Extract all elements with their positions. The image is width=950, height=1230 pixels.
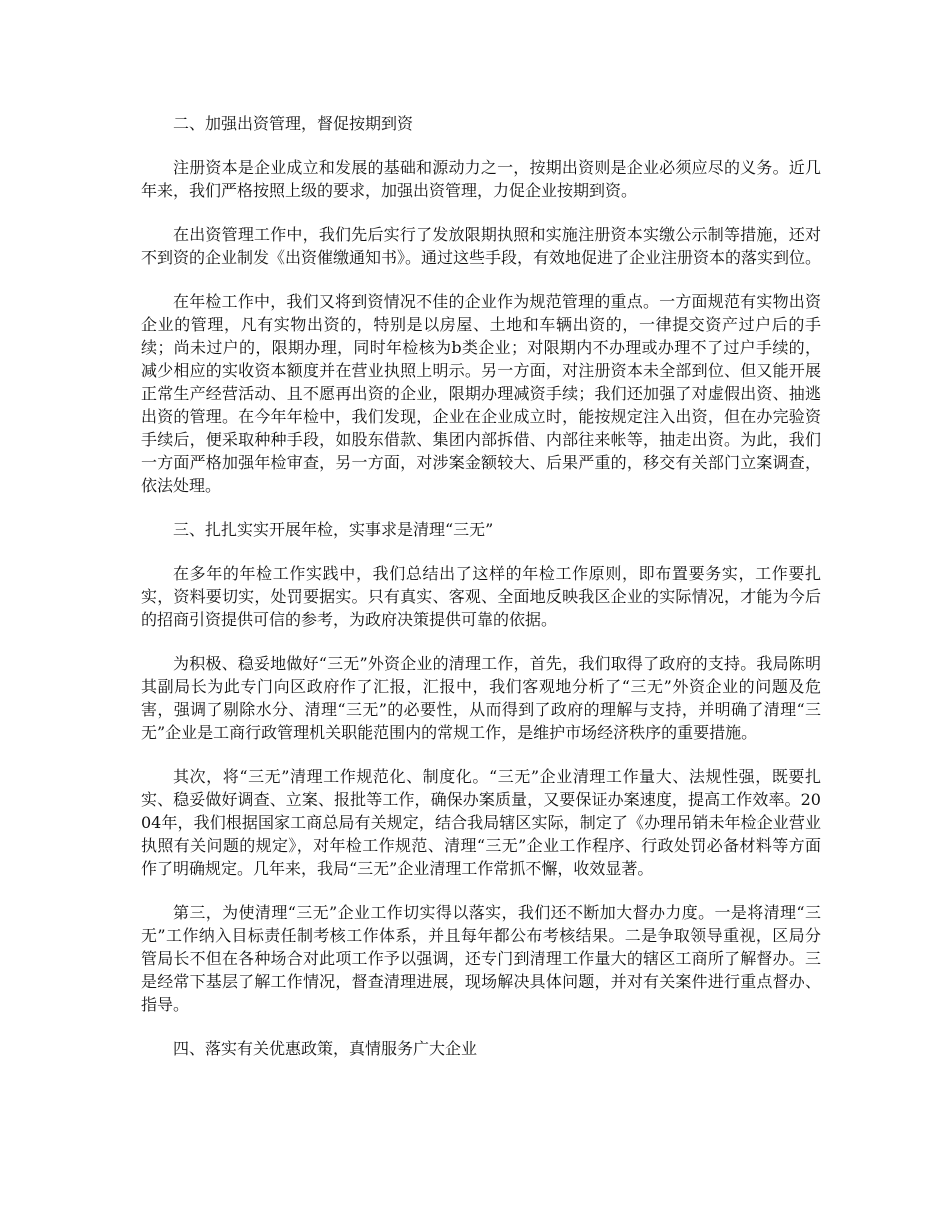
document-body	[141, 112, 821, 1081]
paragraph: 在年检工作中，我们又将到资情况不佳的企业作为规范管理的重点。一方面规范有实物出资企业的管理，凡有实物出资的，特别是以房屋、土地和车辆出资的，一律提交资产过户后的手续；尚未过户的，限期办理，同时年检核为b类企业；对限期内不办理或办理不了过户手续的，减少相应的实收资本额度并在营业执照上明示。另一方面，对注册资本未全部到位、但又能开展正常生产经营活动、且不愿再出资的企业，限期办理减资手续；我们还加强了对虚假出资、抽逃出资的管理。在今年年检中，我们发现，企业在企业成立时，能按规定注入出资，但在办完验资手续后，便采取种种手段，如股东借款、集团内部拆借、内部往来帐等，抽走出资。为此，我们一方面严格加强年检审查，另一方面，对涉案金额较大、后果严重的，移交有关部门立案调查，依法处理。	[141, 292, 821, 495]
paragraph: 其次，将“三无”清理工作规范化、制度化。“三无”企业清理工作量大、法规性强，既要扎实、稳妥做好调查、立案、报批等工作，确保办案质量，又要保证办案速度，提高工作效率。2004年，我们根据国家工商总局有关规定，结合我局辖区实际，制定了《办理吊销未年检企业营业执照有关问题的规定》，对年检工作规范、清理“三无”企业工作程序、行政处罚必备材料等方面作了明确规定。几年来，我局“三无”企业清理工作常抓不懈，收效显著。	[141, 767, 821, 878]
section-heading-4: 四、落实有关优惠政策，真情服务广大企业	[173, 1039, 478, 1058]
section-heading-2: 二、加强出资管理，督促按期到资	[173, 114, 414, 133]
paragraph: 注册资本是企业成立和发展的基础和源动力之一，按期出资则是企业必须应尽的义务。近几年来，我们严格按照上级的要求，加强出资管理，力促企业按期到资。	[141, 158, 821, 200]
paragraph: 在多年的年检工作实践中，我们总结出了这样的年检工作原则，即布置要务实，工作要扎实，资料要切实，处罚要据实。只有真实、客观、全面地反映我区企业的实际情况，才能为今后的招商引资提供可信的参考，为政府决策提供可靠的依据。	[141, 564, 821, 629]
paragraph: 在出资管理工作中，我们先后实行了发放限期执照和实施注册资本实缴公示制等措施，还对不到资的企业制发《出资催缴通知书》。通过这些手段，有效地促进了企业注册资本的落实到位。	[141, 225, 822, 267]
paragraph: 为积极、稳妥地做好“三无”外资企业的清理工作，首先，我们取得了政府的支持。我局陈明其副局长为此专门向区政府作了汇报，汇报中，我们客观地分析了“三无”外资企业的问题及危害，强调了剔除水分、清理“三无”的必要性，从而得到了政府的理解与支持，并明确了清理“三无”企业是工商行政管理机关职能范围内的常规工作，是维护市场经济秩序的重要措施。	[141, 654, 821, 742]
paragraph: 第三，为使清理“三无”企业工作切实得以落实，我们还不断加大督办力度。一是将清理“三无”工作纳入目标责任制考核工作体系，并且每年都公布考核结果。二是争取领导重视，区局分管局长不但在各种场合对此项工作予以强调，还专门到清理工作量大的辖区工商所了解督办。三是经常下基层了解工作情况，督查清理进展，现场解决具体问题，并对有关案件进行重点督办、指导。	[141, 903, 821, 1014]
section-heading-3: 三、扎扎实实开展年检，实事求是清理“三无”	[173, 520, 494, 539]
